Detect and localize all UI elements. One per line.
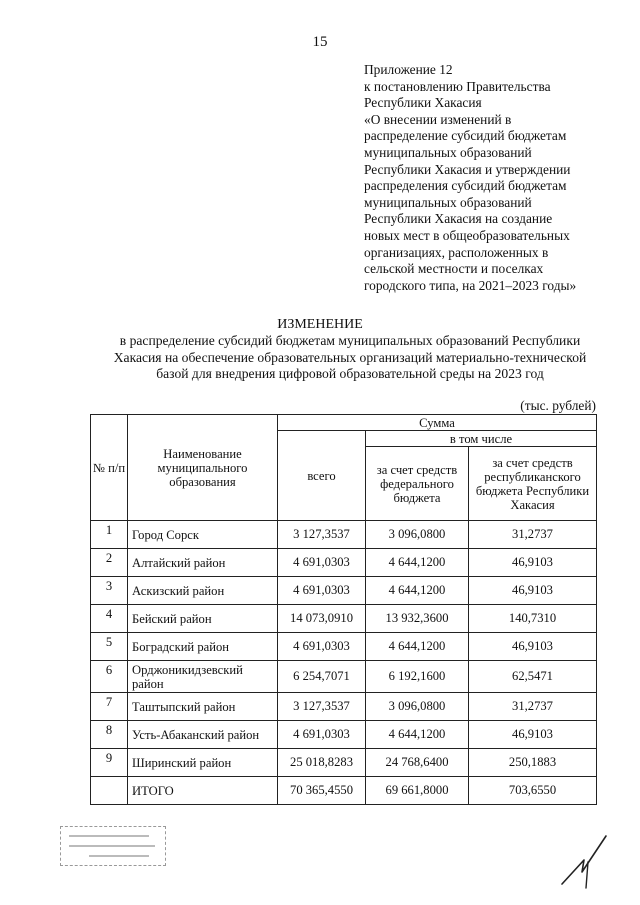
table-row [91, 633, 597, 661]
document-heading: ИЗМЕНЕНИЕ [277, 317, 363, 332]
table-total-row [91, 777, 597, 805]
appendix-line: распределение субсидий бюджетам [364, 128, 567, 144]
stamp-line [69, 845, 155, 847]
row-republic: 31,2737 [469, 693, 597, 721]
total-row-num [91, 777, 128, 805]
page-number: 15 [312, 34, 328, 50]
row-name: Алтайский район [128, 549, 278, 577]
table-row [91, 749, 597, 777]
row-num: 3 [91, 577, 128, 605]
table-row [91, 721, 597, 749]
appendix-line: к постановлению Правительства [364, 78, 551, 94]
row-total: 25 018,8283 [278, 749, 366, 777]
header-republic: за счет средств республиканского бюджета Республики Хакасия [469, 447, 597, 521]
units-label: (тыс. рублей) [520, 398, 596, 413]
row-federal: 13 932,3600 [366, 605, 469, 633]
row-num: 4 [91, 605, 128, 633]
appendix-line: Республики Хакасия [364, 95, 482, 111]
row-name: Усть-Абаканский район [128, 721, 278, 749]
row-republic: 46,9103 [469, 633, 597, 661]
row-num: 7 [91, 693, 128, 721]
header-sum: Сумма [278, 415, 597, 431]
row-num: 1 [91, 521, 128, 549]
row-num: 2 [91, 549, 128, 577]
row-federal: 4 644,1200 [366, 633, 469, 661]
appendix-line: муниципальных образований [364, 144, 532, 160]
signature-mark [560, 832, 610, 890]
table-row [91, 521, 597, 549]
row-total: 4 691,0303 [278, 577, 366, 605]
row-federal: 6 192,1600 [366, 661, 469, 693]
row-republic: 46,9103 [469, 549, 597, 577]
appendix-line: «О внесении изменений в [364, 111, 512, 127]
row-total: 3 127,3537 [278, 693, 366, 721]
row-total: 14 073,0910 [278, 605, 366, 633]
table-row [91, 661, 597, 693]
total-row-republic: 703,6550 [469, 777, 597, 805]
subsidy-table [90, 414, 597, 805]
row-republic: 250,1883 [469, 749, 597, 777]
subheading-line: Хакасия на обеспечение образовательных организаций материально-технической [113, 349, 587, 365]
subheading-line: в распределение субсидий бюджетам муниципальных образований Республики [119, 333, 581, 348]
table-row [91, 577, 597, 605]
row-name: Таштыпский район [128, 693, 278, 721]
row-federal: 4 644,1200 [366, 549, 469, 577]
row-name: Ширинский район [128, 749, 278, 777]
total-row-label: ИТОГО [128, 777, 278, 805]
row-num: 6 [91, 661, 128, 693]
appendix-line: организациях, расположенных в [364, 244, 549, 260]
row-total: 4 691,0303 [278, 633, 366, 661]
faded-stamp [60, 826, 166, 866]
row-federal: 24 768,6400 [366, 749, 469, 777]
row-total: 4 691,0303 [278, 549, 366, 577]
appendix-line: Приложение 12 [364, 62, 453, 77]
document-subheading [70, 333, 630, 383]
total-row-federal: 69 661,8000 [366, 777, 469, 805]
row-name: Город Сорск [128, 521, 278, 549]
total-row-total: 70 365,4550 [278, 777, 366, 805]
appendix-line: распределения субсидий бюджетам [364, 178, 567, 194]
row-name: Боградский район [128, 633, 278, 661]
appendix-line: сельской местности и поселках [364, 261, 544, 277]
row-republic: 140,7310 [469, 605, 597, 633]
header-name: Наименование муниципального образования [128, 415, 278, 521]
row-num: 9 [91, 749, 128, 777]
row-republic: 46,9103 [469, 577, 597, 605]
subheading-line: базой для внедрения цифровой образовательной среды на 2023 год [156, 366, 544, 381]
row-republic: 31,2737 [469, 521, 597, 549]
appendix-line: Республики Хакасия и утверждении [364, 161, 571, 177]
table-row [91, 693, 597, 721]
table-row [91, 605, 597, 633]
appendix-line: Республики Хакасия на создание [364, 211, 553, 227]
row-num: 8 [91, 721, 128, 749]
row-federal: 4 644,1200 [366, 721, 469, 749]
appendix-block [364, 62, 634, 294]
row-name: Аскизский район [128, 577, 278, 605]
row-total: 4 691,0303 [278, 721, 366, 749]
appendix-line: городского типа, на 2021–2023 годы» [364, 277, 577, 293]
row-name: Бейский район [128, 605, 278, 633]
row-name: Орджоникидзевский район [128, 661, 278, 693]
row-federal: 3 096,0800 [366, 693, 469, 721]
table-row [91, 549, 597, 577]
row-republic: 62,5471 [469, 661, 597, 693]
row-federal: 3 096,0800 [366, 521, 469, 549]
row-num: 5 [91, 633, 128, 661]
row-republic: 46,9103 [469, 721, 597, 749]
row-total: 6 254,7071 [278, 661, 366, 693]
header-federal: за счет средств федерального бюджета [366, 447, 469, 521]
header-including: в том числе [366, 431, 597, 447]
stamp-line [69, 835, 149, 837]
row-federal: 4 644,1200 [366, 577, 469, 605]
row-total: 3 127,3537 [278, 521, 366, 549]
appendix-line: муниципальных образований [364, 194, 532, 210]
header-total: всего [278, 431, 366, 521]
appendix-line: новых мест в общеобразовательных [364, 227, 570, 243]
header-num: № п/п [91, 415, 128, 521]
stamp-line [89, 855, 149, 857]
